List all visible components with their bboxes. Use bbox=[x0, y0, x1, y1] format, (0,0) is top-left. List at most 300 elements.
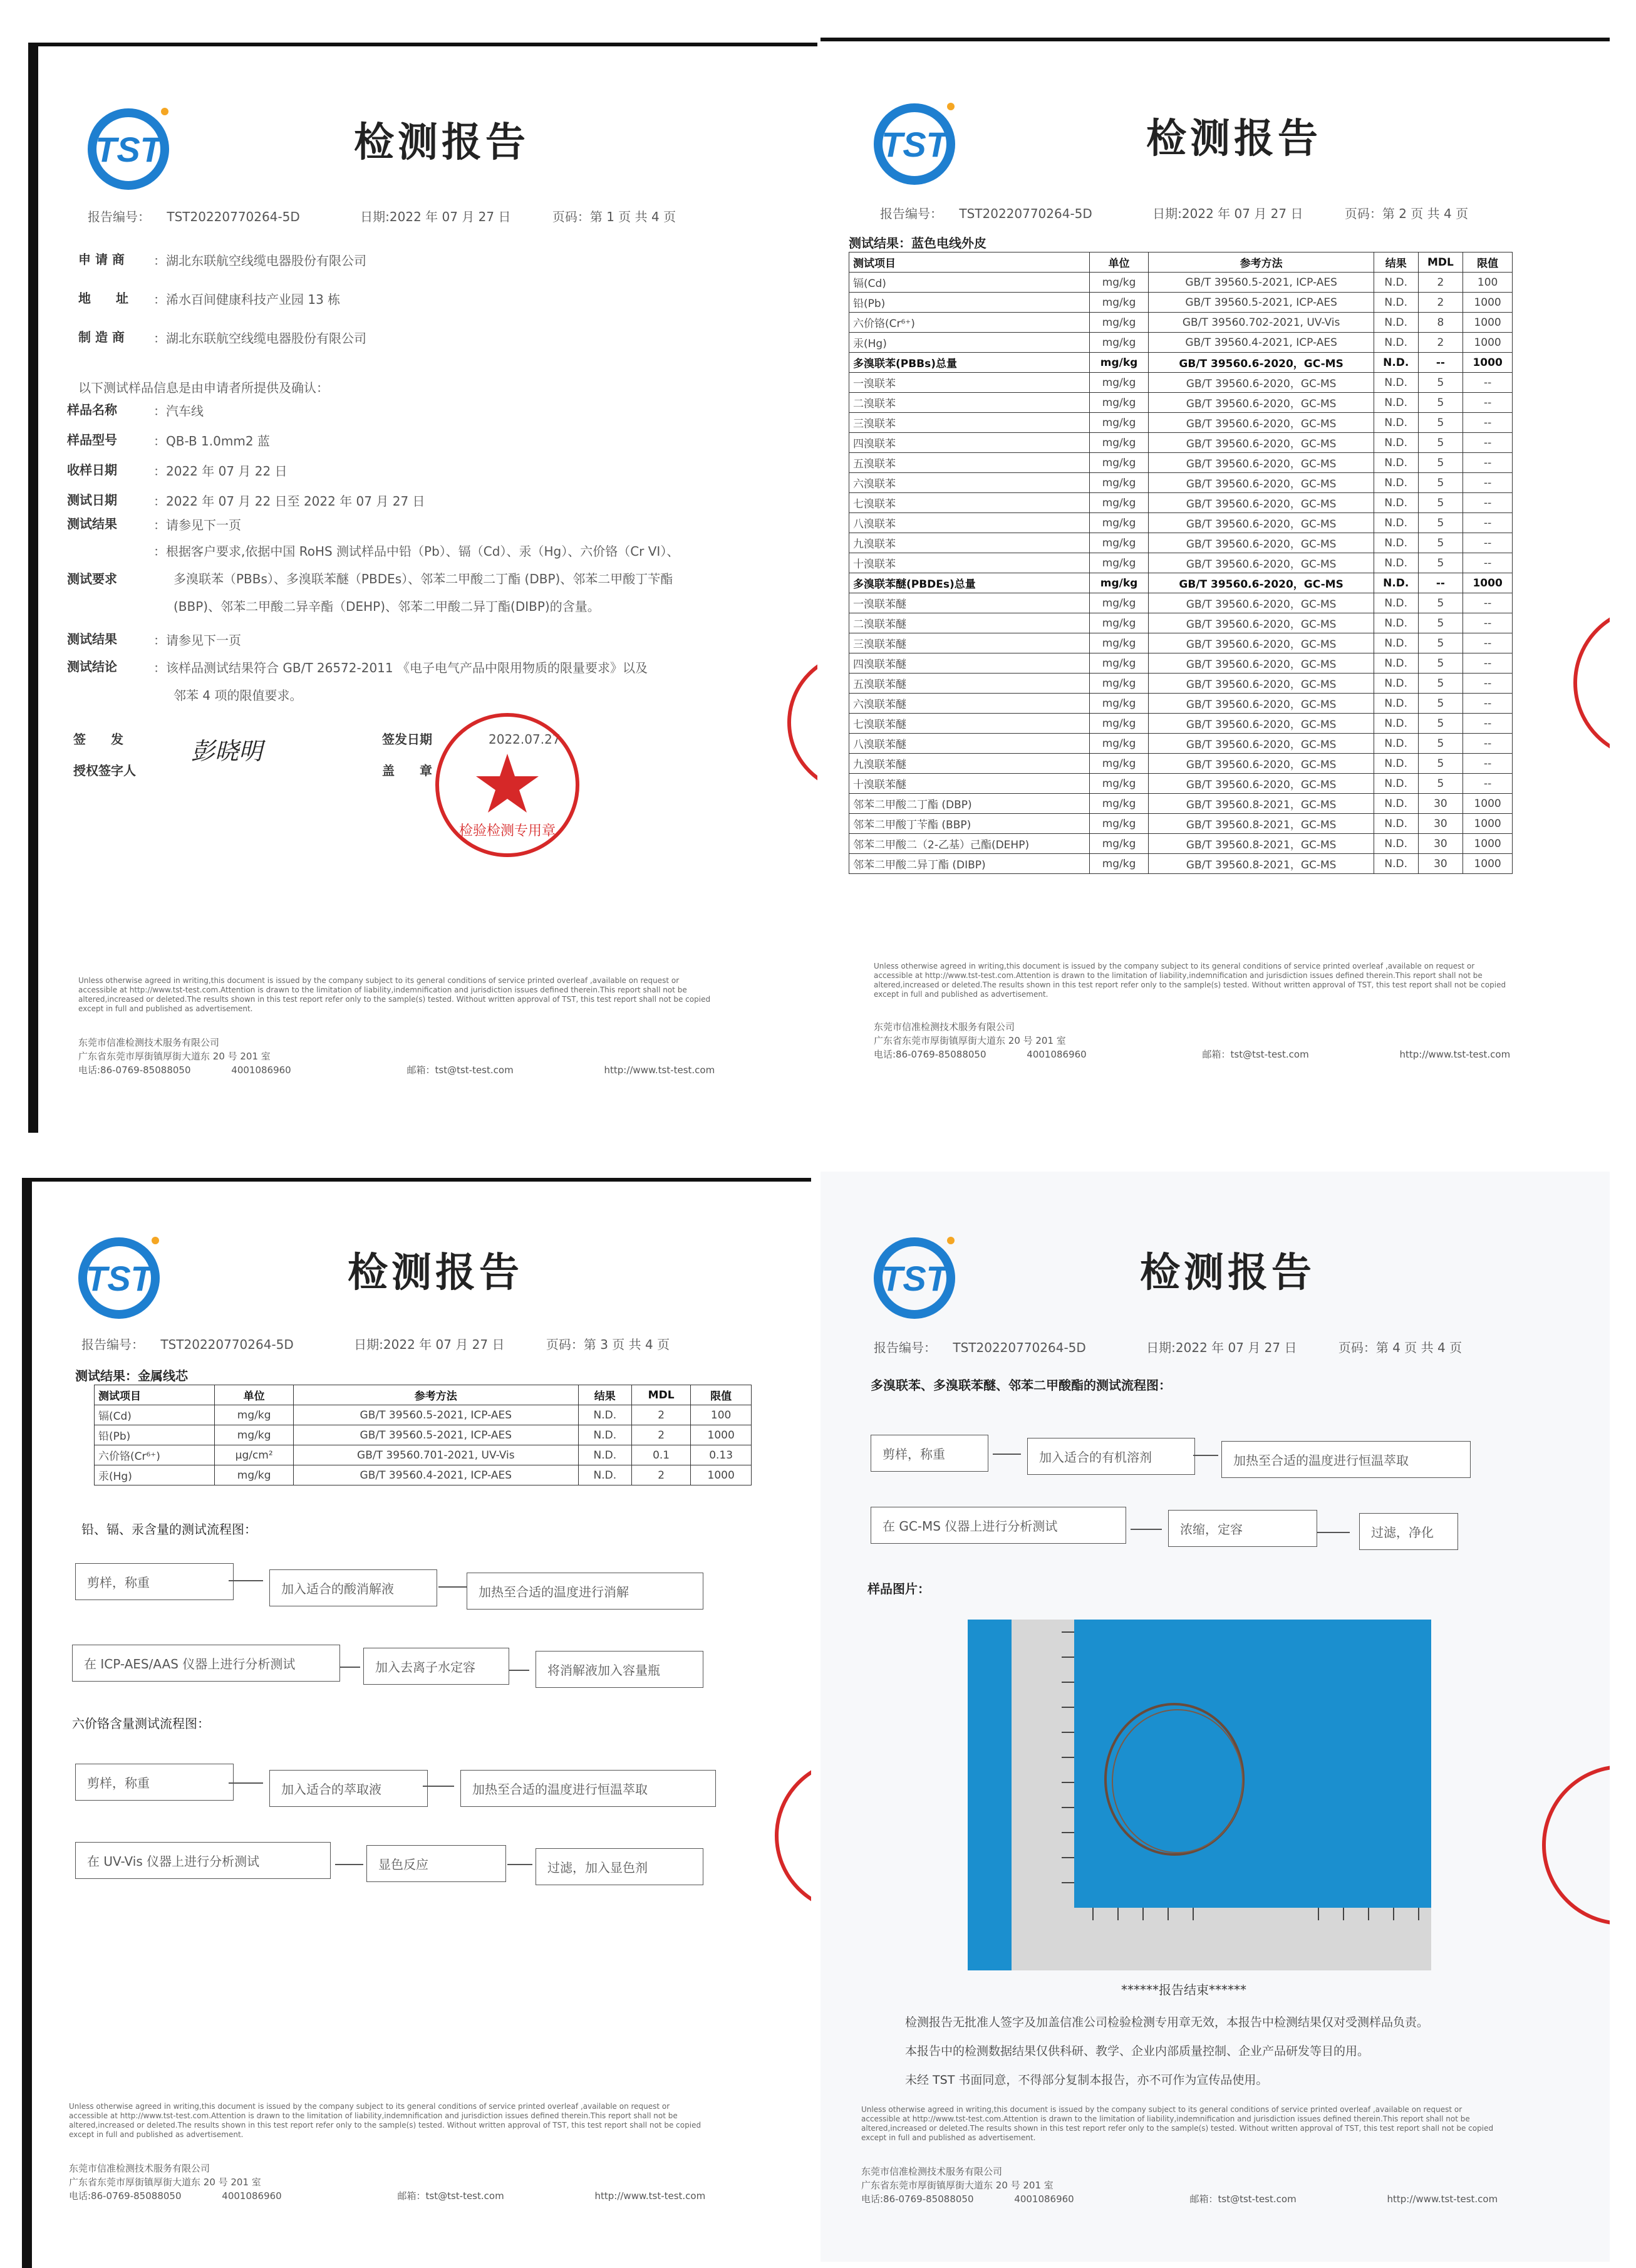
arrow-right-icon bbox=[229, 1580, 263, 1581]
result-section-title: 测试结果：蓝色电线外皮 bbox=[849, 236, 986, 251]
table-cell: 九溴联苯醚 bbox=[849, 754, 1090, 774]
table-cell: 2 bbox=[631, 1405, 690, 1425]
table-cell: 六价铬(Cr⁶⁺) bbox=[849, 313, 1090, 333]
report-no: TST20220770264-5D bbox=[959, 206, 1092, 221]
table-cell: -- bbox=[1463, 633, 1513, 653]
table-cell: 5 bbox=[1418, 593, 1463, 613]
table-row bbox=[849, 774, 1513, 794]
table-cell: N.D. bbox=[1374, 453, 1418, 473]
table-cell: mg/kg bbox=[215, 1405, 294, 1425]
table-cell: GB/T 39560.702-2021, UV-Vis bbox=[1149, 313, 1374, 333]
footer-email[interactable]: 邮箱：tst@tst-test.com bbox=[1202, 1049, 1309, 1060]
table-cell: 30 bbox=[1418, 834, 1463, 854]
flow1-step-2: 加入适合的酸消解液 bbox=[269, 1569, 437, 1606]
page-edge bbox=[821, 38, 1610, 41]
table-cell: 汞(Hg) bbox=[849, 333, 1090, 353]
table-cell: 5 bbox=[1418, 413, 1463, 433]
table-cell: N.D. bbox=[1374, 834, 1418, 854]
table-cell: 十溴联苯 bbox=[849, 553, 1090, 573]
report-end: ******报告结束****** bbox=[1121, 1982, 1246, 1997]
table-cell: mg/kg bbox=[1089, 613, 1149, 633]
report-no: TST20220770264-5D bbox=[953, 1340, 1086, 1355]
footer-contacts bbox=[861, 2192, 1550, 2206]
report-meta bbox=[880, 204, 1569, 222]
table-cell: GB/T 39560.6-2020，GC-MS bbox=[1149, 613, 1374, 633]
table-cell: N.D. bbox=[1374, 493, 1418, 513]
table-cell: GB/T 39560.6-2020，GC-MS bbox=[1149, 493, 1374, 513]
table-cell: mg/kg bbox=[1089, 593, 1149, 613]
table-cell: N.D. bbox=[578, 1465, 631, 1485]
table-cell: 邻苯二甲酸二（2-乙基）己酯(DEHP) bbox=[849, 834, 1090, 854]
table-row bbox=[849, 653, 1513, 674]
received-value: ：2022 年 07 月 22 日 bbox=[153, 464, 287, 479]
table-cell: GB/T 39560.6-2020，GC-MS bbox=[1149, 674, 1374, 694]
sample-name-value: ：汽车线 bbox=[153, 403, 204, 419]
footer-website[interactable]: http://www.tst-test.com bbox=[594, 2190, 706, 2202]
table-cell: 三溴联苯 bbox=[849, 413, 1090, 433]
table-cell: μg/cm² bbox=[215, 1445, 294, 1465]
report-title: 检测报告 bbox=[1140, 1249, 1315, 1296]
table-cell: GB/T 39560.6-2020，GC-MS bbox=[1149, 433, 1374, 453]
company-footer bbox=[78, 1036, 767, 1077]
table-cell: GB/T 39560.6-2020，GC-MS bbox=[1149, 373, 1374, 393]
result-value: ：请参见下一页 bbox=[153, 518, 241, 533]
table-cell: 5 bbox=[1418, 754, 1463, 774]
table-cell: -- bbox=[1463, 413, 1513, 433]
table-cell: 五溴联苯 bbox=[849, 453, 1090, 473]
flow-step-3: 加热至合适的温度进行恒温萃取 bbox=[1221, 1441, 1471, 1478]
table-cell: 汞(Hg) bbox=[95, 1465, 215, 1485]
table-row bbox=[95, 1405, 752, 1425]
table-cell: -- bbox=[1463, 513, 1513, 533]
maker-value: ：湖北东联航空线缆电器股份有限公司 bbox=[153, 331, 366, 346]
table-cell: GB/T 39560.5-2021, ICP-AES bbox=[293, 1425, 578, 1445]
footer-email[interactable]: 邮箱：tst@tst-test.com bbox=[1189, 2193, 1297, 2205]
table-cell: -- bbox=[1463, 473, 1513, 493]
page-number: 页码：第 1 页 共 4 页 bbox=[552, 209, 676, 224]
report-page-2 bbox=[821, 38, 1610, 1128]
footer-website[interactable]: http://www.tst-test.com bbox=[1399, 1049, 1511, 1060]
table-cell: mg/kg bbox=[215, 1425, 294, 1445]
footer-hotline: 4001086960 bbox=[222, 2190, 282, 2202]
table-cell: 30 bbox=[1418, 814, 1463, 834]
table-row bbox=[95, 1445, 752, 1465]
intro-text: 以下测试样品信息是由申请者所提供及确认： bbox=[78, 380, 329, 395]
report-no-label: 报告编号： bbox=[874, 1340, 936, 1355]
table-cell: GB/T 39560.8-2021，GC-MS bbox=[1149, 854, 1374, 874]
table-cell: N.D. bbox=[1374, 353, 1418, 373]
table-cell: mg/kg bbox=[1089, 413, 1149, 433]
table-cell: mg/kg bbox=[1089, 373, 1149, 393]
report-meta bbox=[81, 1334, 770, 1353]
flow-title: 多溴联苯、多溴联苯醚、邻苯二甲酸酯的测试流程图： bbox=[871, 1378, 1171, 1393]
table-cell: 5 bbox=[1418, 393, 1463, 413]
table-row bbox=[849, 613, 1513, 633]
table-cell: -- bbox=[1463, 453, 1513, 473]
footer-phone: 电话:86-0769-85088050 bbox=[78, 1064, 191, 1076]
table-cell: mg/kg bbox=[1089, 653, 1149, 674]
disclaimer-line: accessible at http://www.tst-test.com.Attention is drawn to the limitation of liability,indemnification and jurisdiction issues defined therein.This report shall not be bbox=[874, 971, 1483, 980]
flow2-step-3: 加热至合适的温度进行恒温萃取 bbox=[460, 1770, 716, 1807]
arrow-left-icon bbox=[507, 1864, 532, 1865]
col-header: 参考方法 bbox=[293, 1385, 578, 1405]
disclaimer-line: except in full and published as advertisement. bbox=[78, 1004, 253, 1013]
disclaimer-line: Unless otherwise agreed in writing,this document is issued by the company subject to its general conditions of service printed overleaf ,available on request or bbox=[861, 2105, 1463, 2114]
page-edge bbox=[28, 43, 38, 1133]
table-cell: mg/kg bbox=[1089, 453, 1149, 473]
flow-step-6: 在 GC-MS 仪器上进行分析测试 bbox=[871, 1507, 1126, 1544]
table-cell: 铅(Pb) bbox=[849, 293, 1090, 313]
note-line: 本报告中的检测数据结果仅供科研、教学、企业内部质量控制、企业产品研发等目的用。 bbox=[905, 2044, 1370, 2058]
table-cell: N.D. bbox=[1374, 393, 1418, 413]
tst-logo bbox=[871, 94, 965, 188]
table-cell: N.D. bbox=[1374, 653, 1418, 674]
result2-label: 测试结果 bbox=[67, 632, 117, 647]
table-cell: mg/kg bbox=[1089, 273, 1149, 293]
table-cell: N.D. bbox=[1374, 373, 1418, 393]
table-cell: -- bbox=[1463, 393, 1513, 413]
page-number: 页码：第 2 页 共 4 页 bbox=[1344, 206, 1469, 221]
footer-hotline: 4001086960 bbox=[231, 1064, 291, 1076]
table-cell: mg/kg bbox=[1089, 293, 1149, 313]
disclaimer bbox=[78, 976, 767, 1014]
flow-step-4: 过滤，净化 bbox=[1359, 1513, 1458, 1550]
table-cell: mg/kg bbox=[1089, 754, 1149, 774]
arrow-left-icon bbox=[335, 1864, 363, 1865]
table-cell: 七溴联苯醚 bbox=[849, 714, 1090, 734]
report-no-label: 报告编号： bbox=[81, 1337, 144, 1352]
result2-value: ：请参见下一页 bbox=[153, 633, 241, 648]
table-cell: 六溴联苯 bbox=[849, 473, 1090, 493]
footer-company: 东莞市信准检测技术服务有限公司 bbox=[861, 2166, 1003, 2177]
footer-company: 东莞市信准检测技术服务有限公司 bbox=[874, 1021, 1015, 1033]
results-table bbox=[849, 252, 1513, 874]
table-cell: N.D. bbox=[1374, 774, 1418, 794]
page-edge bbox=[22, 1178, 811, 1182]
table-row bbox=[849, 754, 1513, 774]
table-cell: N.D. bbox=[1374, 674, 1418, 694]
table-cell: 十溴联苯醚 bbox=[849, 774, 1090, 794]
table-row bbox=[849, 393, 1513, 413]
svg-text:TST: TST bbox=[881, 1259, 948, 1298]
col-header: 结果 bbox=[1374, 252, 1418, 273]
table-cell: 1000 bbox=[1463, 293, 1513, 313]
arrow-left-icon bbox=[1131, 1529, 1162, 1530]
table-cell: GB/T 39560.5-2021, ICP-AES bbox=[1149, 273, 1374, 293]
partial-stamp bbox=[1528, 1761, 1610, 1930]
table-cell: GB/T 39560.6-2020，GC-MS bbox=[1149, 714, 1374, 734]
table-cell: -- bbox=[1463, 433, 1513, 453]
table-cell: 5 bbox=[1418, 473, 1463, 493]
conclusion-label: 测试结论 bbox=[67, 659, 117, 674]
svg-text:TST: TST bbox=[86, 1259, 152, 1298]
official-stamp bbox=[432, 710, 582, 860]
disclaimer-line: accessible at http://www.tst-test.com.Attention is drawn to the limitation of liability,indemnification and jurisdiction issues defined therein.This report shall not be bbox=[69, 2111, 678, 2120]
report-title: 检测报告 bbox=[348, 1249, 523, 1296]
table-row bbox=[849, 533, 1513, 553]
table-cell: 1000 bbox=[691, 1465, 752, 1485]
table-cell: mg/kg bbox=[1089, 513, 1149, 533]
table-row bbox=[849, 493, 1513, 513]
table-cell: 多溴联苯(PBBs)总量 bbox=[849, 353, 1090, 373]
footer-hotline: 4001086960 bbox=[1027, 1049, 1087, 1060]
disclaimer-line: altered,increased or deleted.The results shown in this test report refer only to the sample(s) tested. Without written approval of TST, this test report shall not be copied bbox=[861, 2124, 1494, 2133]
table-cell: 1000 bbox=[691, 1425, 752, 1445]
table-cell: -- bbox=[1463, 674, 1513, 694]
report-meta bbox=[88, 207, 777, 225]
table-cell: 邻苯二甲酸二丁酯 (DBP) bbox=[849, 794, 1090, 814]
report-no-label: 报告编号： bbox=[880, 206, 943, 221]
table-cell: 0.1 bbox=[631, 1445, 690, 1465]
table-cell: 5 bbox=[1418, 694, 1463, 714]
table-row bbox=[849, 834, 1513, 854]
table-cell: N.D. bbox=[1374, 734, 1418, 754]
arrow-right-icon bbox=[993, 1454, 1021, 1455]
table-cell: GB/T 39560.6-2020，GC-MS bbox=[1149, 393, 1374, 413]
table-cell: 八溴联苯 bbox=[849, 513, 1090, 533]
disclaimer-line: except in full and published as advertisement. bbox=[861, 2133, 1036, 2142]
footer-website[interactable]: http://www.tst-test.com bbox=[1387, 2193, 1498, 2205]
report-title: 检测报告 bbox=[1146, 115, 1322, 162]
table-cell: mg/kg bbox=[1089, 734, 1149, 754]
table-cell: mg/kg bbox=[1089, 493, 1149, 513]
sample-model-value: ：QB-B 1.0mm2 蓝 bbox=[153, 434, 270, 449]
received-label: 收样日期 bbox=[67, 462, 117, 477]
footer-company: 东莞市信准检测技术服务有限公司 bbox=[69, 2163, 210, 2174]
issue-date-value: 2022.07.27 bbox=[489, 732, 561, 747]
table-cell: mg/kg bbox=[1089, 814, 1149, 834]
table-cell: GB/T 39560.8-2021，GC-MS bbox=[1149, 794, 1374, 814]
tst-logo bbox=[871, 1228, 965, 1322]
table-row bbox=[849, 633, 1513, 653]
photo-title: 样品图片： bbox=[867, 1581, 930, 1596]
report-no: TST20220770264-5D bbox=[160, 1337, 294, 1352]
table-cell: 100 bbox=[1463, 273, 1513, 293]
table-cell: GB/T 39560.6-2020，GC-MS bbox=[1149, 353, 1374, 373]
table-cell: N.D. bbox=[1374, 473, 1418, 493]
table-cell: 0.13 bbox=[691, 1445, 752, 1465]
table-cell: N.D. bbox=[1374, 593, 1418, 613]
footer-contacts bbox=[874, 1048, 1563, 1061]
col-header: MDL bbox=[1418, 252, 1463, 273]
table-cell: mg/kg bbox=[1089, 774, 1149, 794]
signature: 彭晓明 bbox=[191, 737, 263, 765]
table-cell: mg/kg bbox=[1089, 714, 1149, 734]
disclaimer-line: Unless otherwise agreed in writing,this document is issued by the company subject to its general conditions of service printed overleaf ,available on request or bbox=[69, 2102, 670, 2111]
table-cell: GB/T 39560.701-2021, UV-Vis bbox=[293, 1445, 578, 1465]
table-cell: -- bbox=[1418, 573, 1463, 593]
note-line: 检测报告无批准人签字及加盖信准公司检验检测专用章无效，本报告中检测结果仅对受测样品负责。 bbox=[905, 2016, 1429, 2029]
table-row bbox=[849, 573, 1513, 593]
flow1-step-1: 剪样，称重 bbox=[75, 1563, 234, 1600]
report-page-3 bbox=[22, 1178, 811, 2268]
table-cell: N.D. bbox=[578, 1425, 631, 1445]
table-cell: 5 bbox=[1418, 653, 1463, 674]
partial-stamp bbox=[1569, 601, 1610, 764]
table-cell: N.D. bbox=[1374, 613, 1418, 633]
table-cell: 1000 bbox=[1463, 333, 1513, 353]
table-cell: mg/kg bbox=[1089, 533, 1149, 553]
footer-hotline: 4001086960 bbox=[1014, 2193, 1074, 2205]
table-row bbox=[849, 553, 1513, 573]
table-row bbox=[95, 1465, 752, 1485]
table-cell: 铅(Pb) bbox=[95, 1425, 215, 1445]
tst-logo bbox=[75, 1228, 169, 1322]
issue-date-label: 签发日期 bbox=[382, 732, 432, 747]
table-cell: N.D. bbox=[1374, 694, 1418, 714]
partial-stamp bbox=[783, 650, 817, 794]
table-cell: 邻苯二甲酸二异丁酯 (DIBP) bbox=[849, 854, 1090, 874]
table-cell: mg/kg bbox=[1089, 353, 1149, 373]
table-cell: -- bbox=[1463, 694, 1513, 714]
table-cell: N.D. bbox=[578, 1405, 631, 1425]
table-cell: -- bbox=[1463, 734, 1513, 754]
report-date: 日期:2022 年 07 月 27 日 bbox=[1152, 206, 1303, 221]
table-cell: N.D. bbox=[1374, 633, 1418, 653]
footer-email[interactable]: 邮箱：tst@tst-test.com bbox=[397, 2190, 504, 2202]
disclaimer-line: accessible at http://www.tst-test.com.Attention is drawn to the limitation of liability,indemnification and jurisdiction issues defined therein.This report shall not be bbox=[861, 2115, 1470, 2123]
sign-label: 签 发 bbox=[73, 732, 123, 747]
table-cell: N.D. bbox=[1374, 814, 1418, 834]
table-cell: mg/kg bbox=[1089, 633, 1149, 653]
sample-name-label: 样品名称 bbox=[67, 402, 117, 417]
footer-contacts bbox=[69, 2189, 758, 2203]
flow2-step-2: 加入适合的萃取液 bbox=[269, 1770, 428, 1807]
table-row bbox=[849, 333, 1513, 353]
disclaimer-line: altered,increased or deleted.The results shown in this test report refer only to the sample(s) tested. Without written approval of TST, this test report shall not be copied bbox=[69, 2121, 702, 2130]
col-header: 参考方法 bbox=[1149, 252, 1374, 273]
table-cell: N.D. bbox=[578, 1445, 631, 1465]
table-cell: 2 bbox=[1418, 333, 1463, 353]
table-cell: -- bbox=[1463, 593, 1513, 613]
table-cell: mg/kg bbox=[1089, 393, 1149, 413]
table-cell: 二溴联苯 bbox=[849, 393, 1090, 413]
svg-text:TST: TST bbox=[95, 130, 162, 169]
table-cell: 2 bbox=[1418, 273, 1463, 293]
footer-address: 广东省东莞市厚街镇厚街大道东 20 号 201 室 bbox=[874, 1035, 1066, 1046]
table-cell: N.D. bbox=[1374, 533, 1418, 553]
table-row bbox=[849, 854, 1513, 874]
flow2-title: 六价铬含量测试流程图： bbox=[72, 1716, 210, 1731]
page-edge bbox=[22, 1178, 32, 2268]
table-cell: N.D. bbox=[1374, 553, 1418, 573]
table-row bbox=[849, 293, 1513, 313]
table-cell: 九溴联苯 bbox=[849, 533, 1090, 553]
table-cell: N.D. bbox=[1374, 714, 1418, 734]
flow1-step-5: 加入去离子水定容 bbox=[363, 1648, 509, 1685]
table-cell: -- bbox=[1463, 553, 1513, 573]
table-row bbox=[849, 714, 1513, 734]
arrow-right-icon bbox=[438, 1586, 467, 1588]
table-cell: N.D. bbox=[1374, 333, 1418, 353]
table-row bbox=[849, 694, 1513, 714]
company-footer bbox=[861, 2165, 1550, 2206]
table-cell: N.D. bbox=[1374, 754, 1418, 774]
table-row bbox=[849, 353, 1513, 373]
note-line: 未经 TST 书面同意，不得部分复制本报告，亦不可作为宣传品使用。 bbox=[905, 2073, 1268, 2087]
table-row bbox=[849, 313, 1513, 333]
table-row bbox=[849, 814, 1513, 834]
table-cell: 5 bbox=[1418, 774, 1463, 794]
footer-email[interactable]: 邮箱：tst@tst-test.com bbox=[406, 1064, 514, 1076]
maker-label: 制 造 商 bbox=[78, 330, 125, 345]
footer-address: 广东省东莞市厚街镇厚街大道东 20 号 201 室 bbox=[861, 2180, 1054, 2191]
table-cell: -- bbox=[1463, 653, 1513, 674]
table-cell: mg/kg bbox=[1089, 553, 1149, 573]
footer-address: 广东省东莞市厚街镇厚街大道东 20 号 201 室 bbox=[69, 2177, 261, 2188]
requirement-line: (BBP)、邻苯二甲酸二异辛酯（DEHP)、邻苯二甲酸二异丁酯(DIBP)的含量。 bbox=[173, 599, 600, 614]
table-cell: 1000 bbox=[1463, 814, 1513, 834]
disclaimer-line: except in full and published as advertisement. bbox=[874, 990, 1048, 999]
table-cell: 5 bbox=[1418, 553, 1463, 573]
table-cell: 5 bbox=[1418, 533, 1463, 553]
table-cell: 1000 bbox=[1463, 313, 1513, 333]
table-cell: 四溴联苯醚 bbox=[849, 653, 1090, 674]
flow2-step-6: 在 UV-Vis 仪器上进行分析测试 bbox=[75, 1842, 331, 1879]
table-cell: GB/T 39560.6-2020，GC-MS bbox=[1149, 734, 1374, 754]
flow1-step-4: 将消解液加入容量瓶 bbox=[536, 1651, 703, 1688]
table-cell: 30 bbox=[1418, 854, 1463, 874]
report-title: 检测报告 bbox=[354, 119, 529, 166]
col-header: 单位 bbox=[1089, 252, 1149, 273]
footer-website[interactable]: http://www.tst-test.com bbox=[604, 1064, 715, 1076]
table-cell: 2 bbox=[631, 1465, 690, 1485]
table-cell: mg/kg bbox=[1089, 333, 1149, 353]
table-row bbox=[849, 513, 1513, 533]
seal-label: 盖 章 bbox=[382, 763, 432, 778]
tst-logo bbox=[85, 99, 179, 193]
table-cell: 30 bbox=[1418, 794, 1463, 814]
table-cell: -- bbox=[1463, 754, 1513, 774]
arrow-right-icon bbox=[1193, 1455, 1218, 1456]
address-value: ：浠水百间健康科技产业园 13 栋 bbox=[153, 292, 341, 307]
table-cell: -- bbox=[1463, 533, 1513, 553]
report-date: 日期:2022 年 07 月 27 日 bbox=[354, 1337, 505, 1352]
test-date-value: ：2022 年 07 月 22 日至 2022 年 07 月 27 日 bbox=[153, 494, 425, 509]
table-cell: 5 bbox=[1418, 734, 1463, 754]
flow1-step-3: 加热至合适的温度进行消解 bbox=[467, 1573, 703, 1610]
partial-stamp bbox=[770, 1754, 811, 1917]
table-cell: -- bbox=[1463, 774, 1513, 794]
disclaimer bbox=[69, 2102, 758, 2140]
table-cell: 5 bbox=[1418, 674, 1463, 694]
table-cell: GB/T 39560.6-2020，GC-MS bbox=[1149, 694, 1374, 714]
report-no: TST20220770264-5D bbox=[167, 209, 300, 224]
table-cell: GB/T 39560.5-2021, ICP-AES bbox=[1149, 293, 1374, 313]
table-cell: GB/T 39560.6-2020，GC-MS bbox=[1149, 573, 1374, 593]
requirement-line: ：根据客户要求,依据中国 RoHS 测试样品中铅（Pb）、镉（Cd）、汞（Hg）、六价铬（Cr VI）、 bbox=[153, 544, 680, 559]
applicant-value: ：湖北东联航空线缆电器股份有限公司 bbox=[153, 253, 366, 268]
table-row bbox=[849, 674, 1513, 694]
footer-phone: 电话:86-0769-85088050 bbox=[874, 1049, 986, 1060]
footer-address: 广东省东莞市厚街镇厚街大道东 20 号 201 室 bbox=[78, 1051, 271, 1062]
table-row bbox=[849, 473, 1513, 493]
table-cell: 五溴联苯醚 bbox=[849, 674, 1090, 694]
table-cell: GB/T 39560.4-2021, ICP-AES bbox=[1149, 333, 1374, 353]
page-number: 页码：第 4 页 共 4 页 bbox=[1338, 1340, 1463, 1355]
company-footer bbox=[69, 2161, 758, 2203]
table-row bbox=[849, 433, 1513, 453]
flow-step-1: 剪样，称重 bbox=[871, 1435, 988, 1472]
table-cell: 多溴联苯醚(PBDEs)总量 bbox=[849, 573, 1090, 593]
table-cell: 镉(Cd) bbox=[95, 1405, 215, 1425]
footer-company: 东莞市信准检测技术服务有限公司 bbox=[78, 1037, 220, 1048]
table-cell: GB/T 39560.8-2021，GC-MS bbox=[1149, 814, 1374, 834]
table-cell: GB/T 39560.6-2020，GC-MS bbox=[1149, 754, 1374, 774]
report-no-label: 报告编号： bbox=[88, 209, 150, 224]
table-cell: 2 bbox=[631, 1425, 690, 1445]
flow-step-2: 加入适合的有机溶剂 bbox=[1027, 1438, 1195, 1475]
